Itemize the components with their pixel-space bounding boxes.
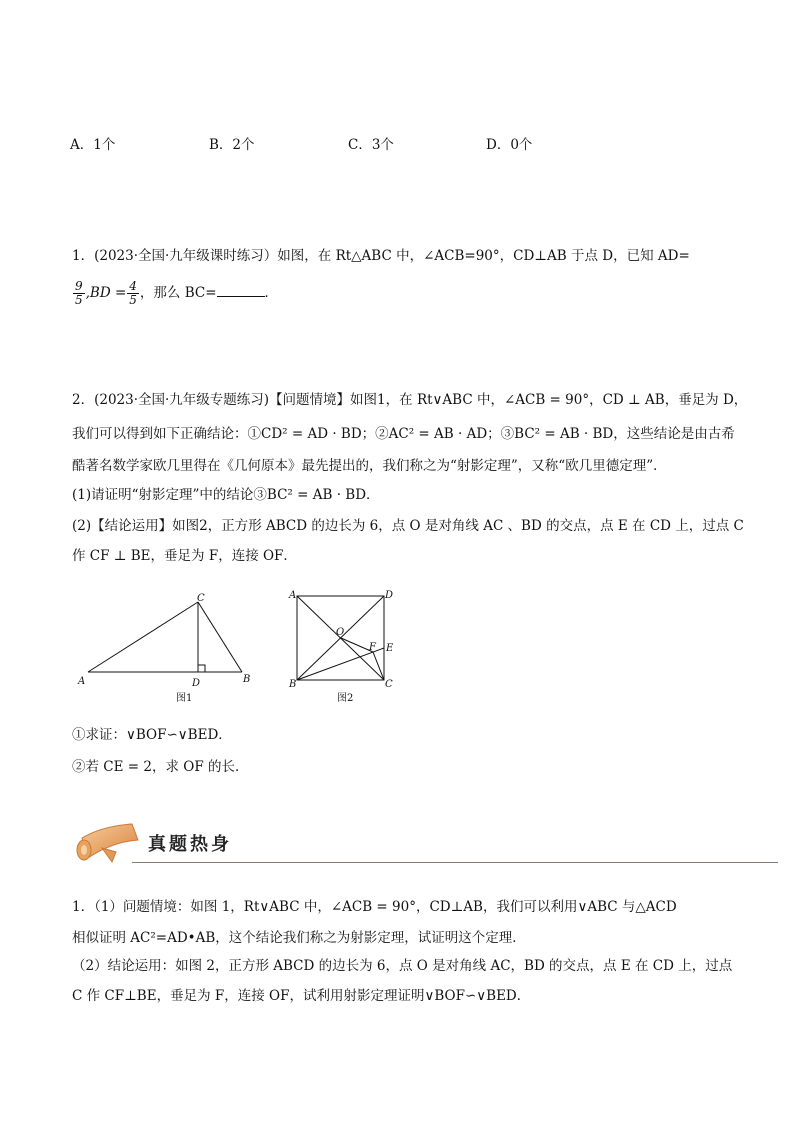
segment-cf	[373, 652, 384, 680]
q2-line4: (1)请证明“射影定理”中的结论③BC² = AB · BD．	[72, 487, 380, 503]
segment-ac	[88, 602, 198, 672]
q2-sub2: ②若 CE = 2，求 OF 的长．	[72, 759, 249, 775]
label-c: C	[197, 593, 205, 604]
choice-d: D．0个	[486, 137, 533, 153]
label-e: E	[386, 643, 394, 654]
scroll-icon	[72, 818, 152, 868]
right-angle-mark	[198, 665, 205, 672]
q2-line5: (2)【结论运用】如图2，正方形 ABCD 的边长为 6，点 O 是对角线 AC 、BD 的交点，点 E 在 CD 上，过点 C	[72, 518, 744, 534]
label-a: A	[289, 590, 297, 601]
q1-line2: $\frac{9}{5}$ ,BD = $\frac{4}{5}$ ，那么 BC= ．	[75, 279, 279, 307]
label-b: B	[243, 674, 251, 685]
figure-1-caption: 图1	[176, 693, 193, 704]
figure-2-caption: 图2	[337, 693, 354, 704]
q2-line1: 2．(2023·全国·九年级专题练习)【问题情境】如图1，在 Rt∨ABC 中，∠ACB = 90°，CD ⊥ AB，垂足为 D，	[72, 392, 748, 408]
label-c: C	[385, 679, 393, 690]
label-f: F	[369, 642, 376, 653]
q2-sub1: ①求证：∨BOF∽∨BED．	[72, 727, 232, 743]
figure-2-square	[285, 586, 405, 706]
q2-line3: 酷著名数学家欧几里得在《几何原本》最先提出的，我们称之为“射影定理”，又称“欧几里德定理”．	[72, 458, 667, 474]
section-divider	[132, 862, 778, 863]
q2-line6: 作 CF ⊥ BE，垂足为 F，连接 OF．	[72, 548, 297, 564]
q2-line2: 我们可以得到如下正确结论：①CD² = AD · BD；②AC² = AB · AD；③BC² = AB · BD，这些结论是由古希	[72, 426, 735, 442]
q3-line2: 相似证明 AC²=AD•AB，这个结论我们称之为射影定理，试证明这个定理．	[72, 930, 526, 946]
label-d: D	[192, 678, 201, 689]
choice-c: C．3个	[348, 137, 394, 153]
label-o: O	[336, 627, 345, 638]
section-title: 真题热身	[148, 834, 232, 855]
choice-b: B．2个	[209, 137, 255, 153]
q3-line4: C 作 CF⊥BE，垂足为 F，连接 OF，试利用射影定理证明∨BOF∽∨BED．	[72, 988, 531, 1004]
q3-line3: （2）结论运用：如图 2，正方形 ABCD 的边长为 6，点 O 是对角线 AC，BD 的交点，点 E 在 CD 上，过点	[72, 958, 733, 974]
q3-line1: 1．（1）问题情境：如图 1，Rt∨ABC 中，∠ACB = 90°，CD⊥AB，我们可以利用∨ABC 与△ACD	[72, 899, 677, 915]
section-banner	[72, 818, 778, 868]
q1-fraction-bd: $\frac{4}{5}$	[129, 279, 137, 307]
label-b: B	[289, 679, 297, 690]
label-a: A	[78, 676, 86, 687]
label-d: D	[385, 590, 394, 601]
q1-answer-blank[interactable]	[217, 284, 265, 297]
figure-1-triangle	[70, 588, 260, 708]
q1-line1: 1．(2023·全国·九年级课时练习）如图，在 Rt△ABC 中，∠ACB=90°，CD⊥AB 于点 D，已知 AD=	[72, 248, 690, 264]
q1-fraction-ad: $\frac{9}{5}$	[75, 279, 83, 307]
segment-cb	[198, 602, 242, 672]
choice-a: A．1个	[70, 137, 116, 153]
